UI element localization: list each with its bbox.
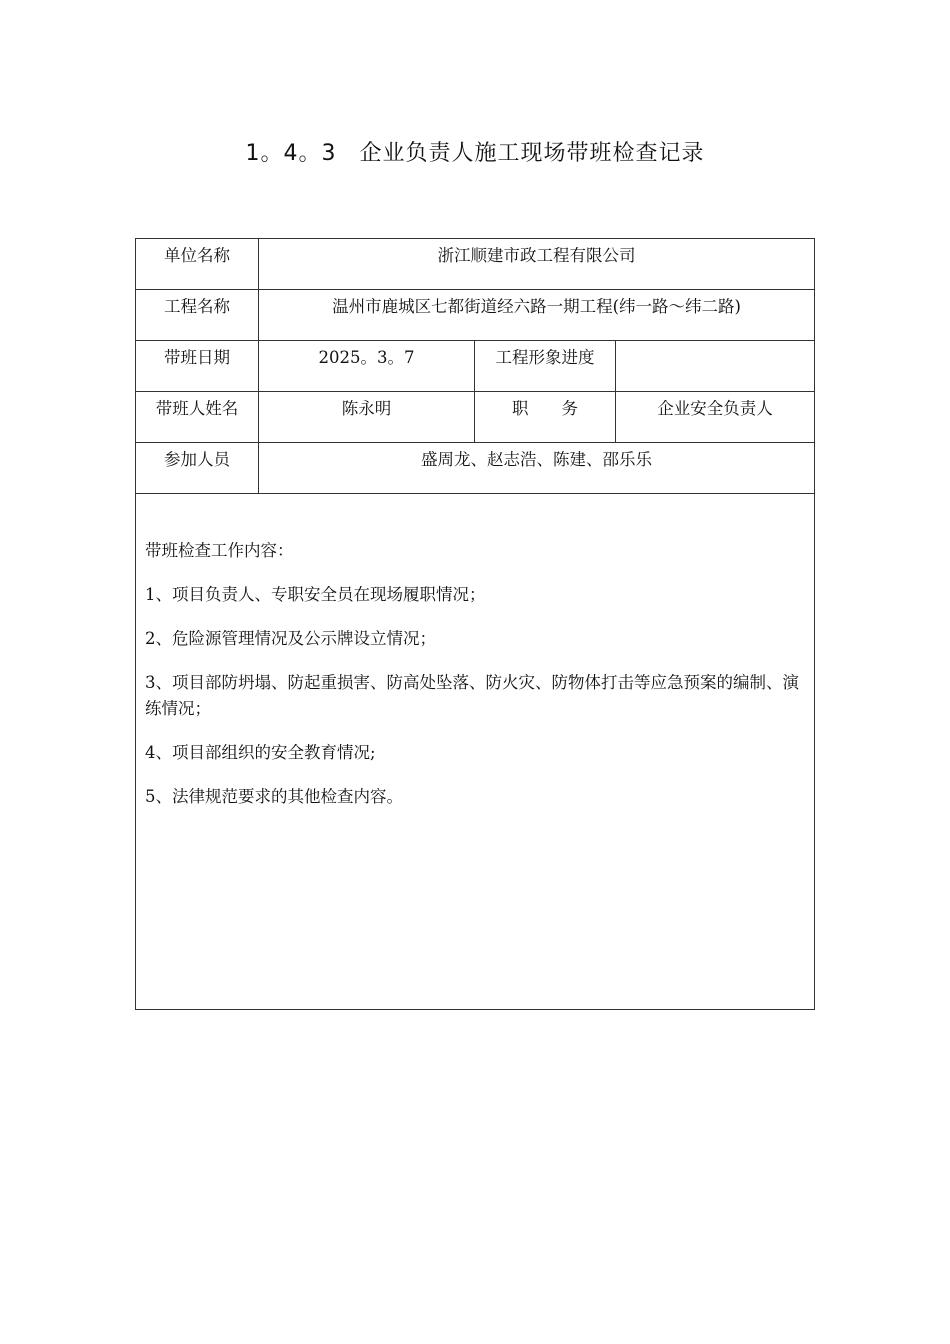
progress-label: 工程形象进度 bbox=[475, 341, 616, 392]
list-item: 2、危险源管理情况及公示牌设立情况； bbox=[145, 629, 436, 648]
table-row-content bbox=[136, 494, 815, 1010]
project-name-value: 温州市鹿城区七都街道经六路一期工程(纬一路～纬二路) bbox=[259, 290, 815, 341]
table-row-participants bbox=[136, 443, 815, 494]
content-heading: 带班检查工作内容： bbox=[145, 541, 294, 560]
list-item: 3、项目部防坍塌、防起重损害、防高处坠落、防火灾、防物体打击等应急预案的编制、演练情况； bbox=[145, 673, 799, 718]
progress-value bbox=[616, 341, 815, 392]
project-name-label: 工程名称 bbox=[136, 290, 259, 341]
list-item: 4、项目部组织的安全教育情况; bbox=[145, 743, 376, 762]
unit-name-label: 单位名称 bbox=[136, 239, 259, 290]
table-row-project bbox=[136, 290, 815, 341]
leader-name-value: 陈永明 bbox=[259, 392, 475, 443]
document-title: 1。4。3 企业负责人施工现场带班检查记录 bbox=[245, 141, 705, 166]
table-row-date bbox=[136, 341, 815, 392]
participants-value: 盛周龙、赵志浩、陈建、邵乐乐 bbox=[259, 443, 815, 494]
list-item: 1、项目负责人、专职安全员在现场履职情况； bbox=[145, 585, 486, 604]
list-item: 5、法律规范要求的其他检查内容。 bbox=[145, 787, 403, 806]
table-row-leader bbox=[136, 392, 815, 443]
table-row-unit bbox=[136, 239, 815, 290]
position-value: 企业安全负责人 bbox=[616, 392, 815, 443]
position-label: 职 务 bbox=[475, 392, 616, 443]
unit-name-value: 浙江顺建市政工程有限公司 bbox=[259, 239, 815, 290]
leader-name-label: 带班人姓名 bbox=[136, 392, 259, 443]
inspection-record-table bbox=[135, 238, 815, 1010]
shift-date-label: 带班日期 bbox=[136, 341, 259, 392]
shift-date-value: 2025。3。7 bbox=[259, 341, 475, 392]
participants-label: 参加人员 bbox=[136, 443, 259, 494]
inspection-content-cell bbox=[136, 494, 815, 1010]
content-list bbox=[145, 582, 806, 810]
